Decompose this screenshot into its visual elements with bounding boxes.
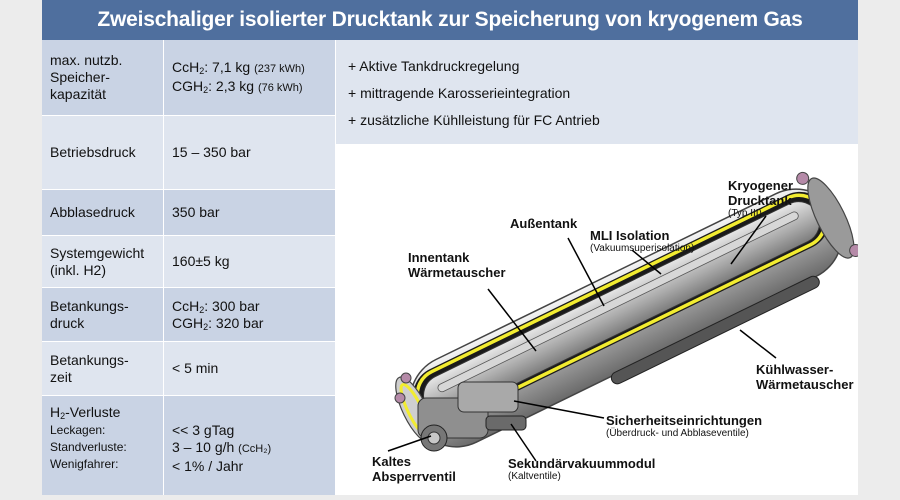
losses-leak-value: << 3 gTag (172, 422, 235, 438)
callout-safety-devices: Sicherheitseinrichtungen (Überdruck- und Abblaseventile) (606, 413, 763, 439)
spec-label-line: (inkl. H2) (50, 261, 107, 278)
feature-item: + Aktive Tankdruckregelung (348, 58, 520, 74)
callout-inner-heat-exchanger: Innentank Wärmetauscher (408, 250, 506, 280)
page-title: Zweischaliger isolierter Drucktank zur Speicherung von kryogenem Gas (42, 0, 858, 40)
valve-hub (428, 432, 440, 444)
spec-value (163, 40, 335, 115)
spec-label-line: Systemgewicht (50, 244, 145, 261)
spec-row-capacity (42, 40, 335, 116)
callout-cryogenic-tank: Kryogener Drucktank (Typ III) (728, 178, 794, 219)
spec-table (42, 40, 335, 495)
spec-value-line: $CGH_2$: 320 bar (172, 314, 264, 332)
spec-label-line: zeit (50, 368, 72, 385)
spec-label-line: Betankungs- (50, 297, 129, 314)
spec-value: 350 bar (163, 190, 335, 235)
losses-leak-label: Leckagen: (50, 423, 106, 437)
losses-heading: $H_2$-Verluste (50, 404, 121, 421)
valve-pipe (486, 416, 526, 430)
spec-row-refuel-pressure (42, 288, 335, 342)
spec-value-line: CcH$_2$: 300 bar (172, 297, 260, 315)
spec-value-line: CcH$_2$: 7,1 kg (237 kWh) (172, 58, 305, 76)
safety-device-block (458, 382, 518, 412)
spec-row-relief-pressure (42, 190, 335, 236)
losses-standby-label: Standverluste: (50, 440, 127, 454)
spec-label (42, 342, 162, 395)
spec-value: < 5 min (163, 342, 335, 395)
spec-row-system-weight (42, 236, 335, 288)
spec-label-line: Betankungs- (50, 351, 129, 368)
spec-value (163, 396, 335, 495)
feature-item: + zusätzliche Kühlleistung für FC Antrieb (348, 112, 600, 128)
spec-row-refuel-time (42, 342, 335, 396)
spec-label: Abblasedruck (50, 204, 135, 220)
spec-value: 160±5 kg (163, 236, 335, 287)
info-panel (42, 0, 858, 495)
spec-value: 15 – 350 bar (163, 116, 335, 189)
spec-label: Betriebsdruck (50, 144, 136, 160)
callout-secondary-vacuum-module: Sekundärvakuummodul (Kaltventile) (508, 456, 656, 482)
spec-label-line: max. nutzb. (50, 52, 123, 68)
spec-value (163, 288, 335, 341)
losses-standby-value: 3 – 10 g/h (CcH₂) (172, 439, 272, 455)
callout-outer-tank: Außentank (510, 216, 578, 231)
spec-label-line: Speicher- (50, 69, 110, 85)
spec-label (42, 288, 162, 341)
spec-value-line: $CGH_2$: 2,3 kg (76 kWh) (172, 77, 303, 95)
callout-cold-shutoff-valve: Kaltes Absperrventil (372, 454, 456, 484)
spec-label-line: druck (50, 314, 85, 331)
leader-coolant (740, 330, 776, 358)
callout-coolant-heat-exchanger: Kühlwasser- Wärmetauscher (756, 362, 854, 392)
tank-diagram (336, 146, 858, 495)
spec-label (42, 396, 162, 495)
spec-label (42, 236, 162, 287)
spec-row-losses (42, 396, 335, 495)
fitting-left-lower (395, 393, 405, 403)
callout-mli-insulation: MLI Isolation (Vakuumsuperisolation) (590, 228, 695, 254)
feature-item: + mittragende Karosserieintegration (348, 85, 571, 101)
spec-row-operating-pressure (42, 116, 335, 190)
spec-label (42, 40, 162, 115)
losses-low-value: < 1% / Jahr (172, 458, 244, 474)
spec-label-line: kapazität (50, 86, 107, 102)
feature-list (335, 40, 858, 144)
fitting-left (401, 373, 411, 383)
losses-low-label: Wenigfahrer: (50, 457, 119, 471)
